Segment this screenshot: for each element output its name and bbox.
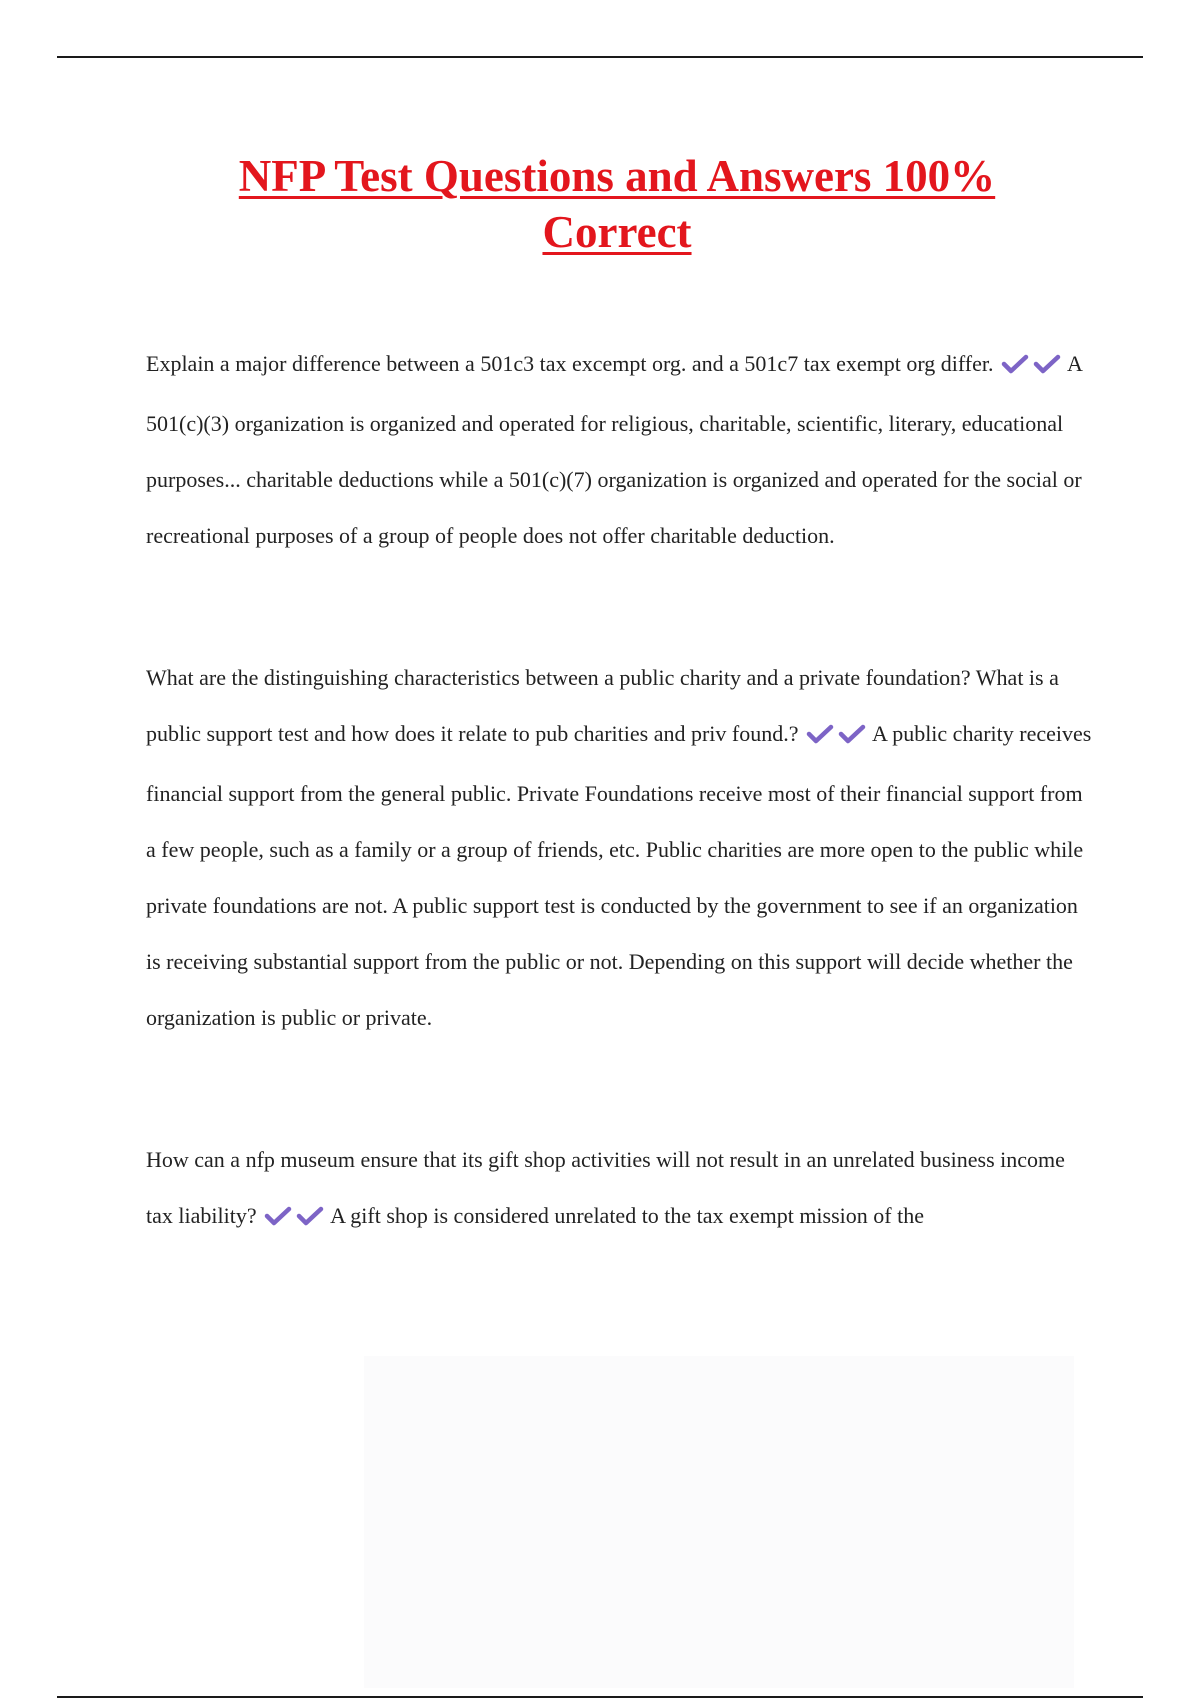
answer-text: A gift shop is considered unrelated to the tax exempt mission of the [330,1203,924,1228]
title-line-1: NFP Test Questions and Answers 100% [238,151,996,201]
check-icon [1033,353,1061,375]
check-icon [296,1205,324,1227]
double-check-icon [806,710,870,766]
double-check-icon [264,1192,328,1248]
answer-text: A public charity receives financial support from the general public. Private Foundations receive most of their financial support from a few people, such as a family or a group of friends, etc. Public charities are more open to the public while private foundations are not. A public support test is conducted by the government to see if an organization is receiving substantial support from the public or not. Depending on this support will decide whether the organization is public or private. [146,721,1092,1030]
check-icon [264,1205,292,1227]
qa-item-1 [146,336,1096,564]
double-check-icon [1001,340,1065,396]
question-text: How can a nfp museum ensure that its gift shop activities will not result in an unrelated business income tax liability? [146,1147,1065,1228]
check-icon [838,723,866,745]
check-icon [806,723,834,745]
question-text: Explain a major difference between a 501c3 tax excempt org. and a 501c7 tax exempt org differ. [146,351,994,376]
qa-list [146,336,1096,1248]
check-icon [1001,353,1029,375]
bottom-rule [57,1696,1143,1698]
title-line-2: Correct [542,207,692,257]
document-title [120,148,1114,260]
faint-background-panel [364,1356,1074,1688]
qa-item-2 [146,650,1096,1046]
qa-item-3 [146,1132,1096,1248]
top-rule [57,56,1143,58]
answer-text: A 501(c)(3) organization is organized and operated for religious, charitable, scientific, literary, educational purposes... charitable deductions while a 501(c)(7) organization is organized and operated for the social or recreational purposes of a group of people does not offer charitable deduction. [146,351,1082,548]
question-text: What are the distinguishing characteristics between a public charity and a private foundation? What is a public support test and how does it relate to pub charities and priv found.? [146,665,1059,746]
